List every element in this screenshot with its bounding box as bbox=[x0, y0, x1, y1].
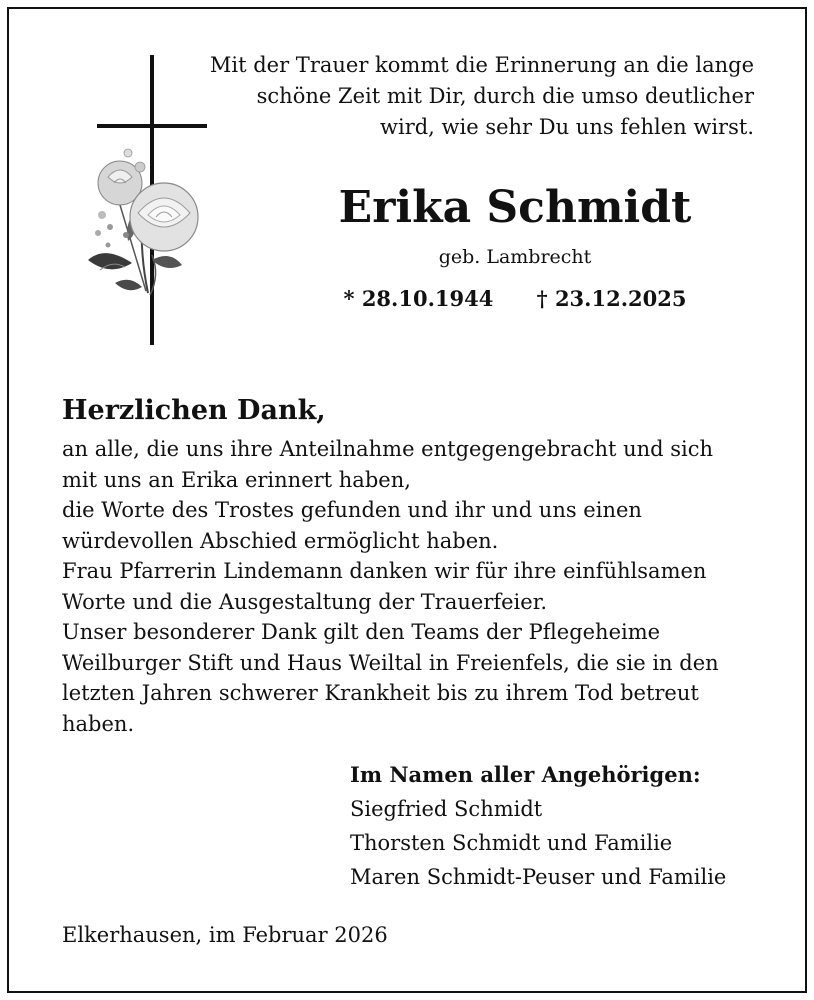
thanks-line: letzten Jahren schwerer Krankheit bis zu ihrem Tod betreut bbox=[62, 681, 699, 705]
thanks-text bbox=[62, 434, 762, 739]
quote-line: wird, wie sehr Du uns fehlen wirst. bbox=[380, 115, 754, 139]
thanks-title: Herzlichen Dank, bbox=[62, 395, 326, 426]
memorial-quote bbox=[194, 50, 754, 143]
birth-date: * 28.10.1944 bbox=[343, 286, 494, 311]
birth-name: geb. Lambrecht bbox=[438, 246, 592, 268]
signature-name: Maren Schmidt-Peuser und Familie bbox=[350, 865, 727, 889]
thanks-line: Worte und die Ausgestaltung der Trauerfeier. bbox=[62, 589, 548, 614]
quote-line: Mit der Trauer kommt die Erinnerung an die lange bbox=[209, 53, 754, 77]
signature-block bbox=[350, 758, 726, 894]
quote-line: schöne Zeit mit Dir, durch die umso deutlicher bbox=[256, 84, 754, 108]
life-dates bbox=[300, 284, 730, 314]
place-and-date: Elkerhausen, im Februar 2026 bbox=[62, 923, 388, 947]
signature-name: Thorsten Schmidt und Familie bbox=[350, 831, 673, 855]
thanks-line: Frau Pfarrerin Lindemann danken wir für ihre einfühlsamen bbox=[62, 559, 707, 583]
thanks-line: Unser besonderer Dank gilt den Teams der Pflegeheime bbox=[62, 620, 661, 644]
thanks-line: mit uns an Erika erinnert haben, bbox=[62, 467, 411, 492]
signature-heading: Im Namen aller Angehörigen: bbox=[350, 762, 701, 787]
thanks-line: die Worte des Trostes gefunden und ihr und uns einen bbox=[62, 498, 642, 522]
deceased-name: Erika Schmidt bbox=[338, 182, 692, 233]
thanks-line: Weilburger Stift und Haus Weiltal in Freienfels, die sie in den bbox=[62, 650, 719, 675]
roses-icon bbox=[88, 149, 198, 295]
thanks-line: an alle, die uns ihre Anteilnahme entgegengebracht und sich bbox=[62, 437, 714, 461]
death-date: † 23.12.2025 bbox=[536, 286, 687, 311]
signature-name: Siegfried Schmidt bbox=[350, 797, 543, 821]
thanks-line: haben. bbox=[62, 711, 135, 736]
thanks-line: würdevollen Abschied ermöglicht haben. bbox=[62, 528, 499, 553]
